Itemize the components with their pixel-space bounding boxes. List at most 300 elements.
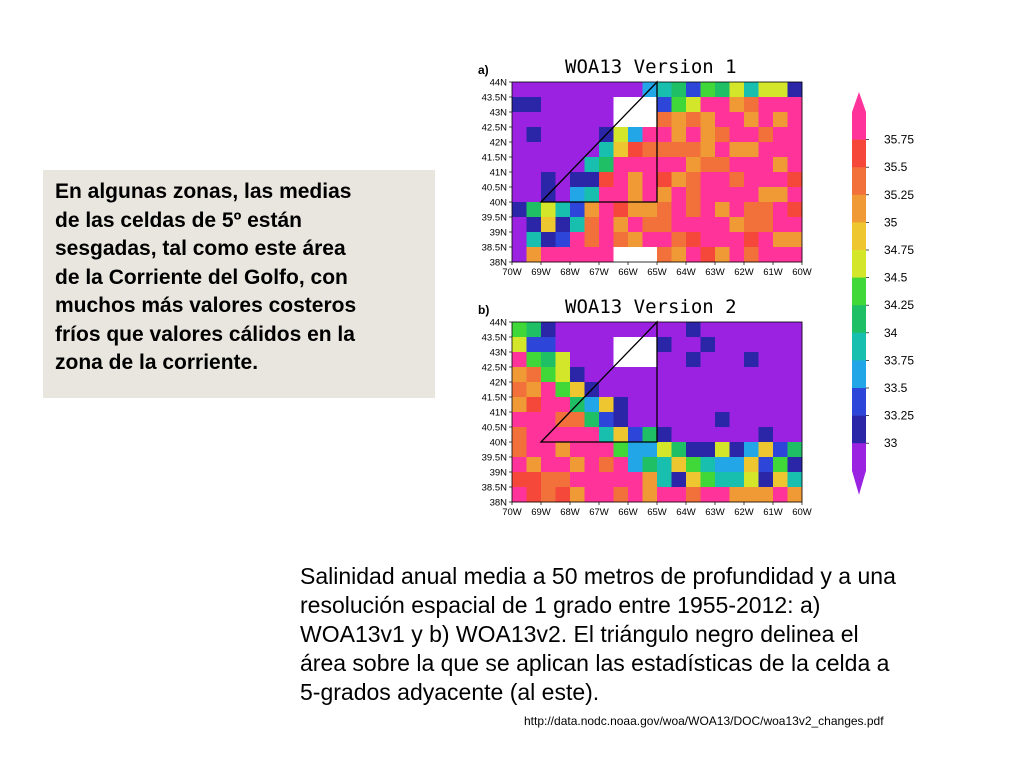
grid-cell (657, 337, 672, 352)
grid-cell (599, 82, 614, 97)
grid-cell (657, 142, 672, 157)
grid-cell (556, 397, 571, 412)
grid-cell (759, 322, 774, 337)
grid-cell (512, 217, 527, 232)
grid-cell (759, 172, 774, 187)
grid-cell (672, 397, 687, 412)
grid-cell (614, 157, 629, 172)
y-tick-label: 43N (489, 347, 507, 359)
grid-cell (614, 337, 629, 352)
grid-cell (657, 382, 672, 397)
grid-cell (788, 397, 803, 412)
grid-cell (773, 397, 788, 412)
grid-cell (599, 232, 614, 247)
grid-cell (730, 382, 745, 397)
grid-cell (773, 427, 788, 442)
grid-cell (744, 172, 759, 187)
grid-cell (527, 457, 542, 472)
grid-cell (556, 322, 571, 337)
panel-letter: a) (478, 63, 489, 77)
colorbar-segment (852, 167, 866, 195)
callout-line: zona de la corriente. (55, 351, 259, 374)
x-tick-label: 65W (647, 507, 667, 518)
grid-cell (643, 397, 658, 412)
grid-cell (730, 232, 745, 247)
grid-cell (527, 217, 542, 232)
y-tick-label: 39.5N (481, 452, 507, 464)
grid-cell (686, 172, 701, 187)
grid-cell (512, 427, 527, 442)
grid-cell (643, 352, 658, 367)
grid-cell (672, 187, 687, 202)
grid-cell (773, 172, 788, 187)
grid-cell (527, 472, 542, 487)
y-tick-label: 43.5N (481, 92, 507, 104)
grid-cell (556, 427, 571, 442)
x-tick-label: 67W (589, 267, 609, 278)
y-tick-label: 44N (489, 77, 507, 89)
grid-cell (773, 367, 788, 382)
grid-cell (541, 157, 556, 172)
caption-line: 5-grados adyacente (al este). (300, 679, 600, 705)
grid-cell (628, 127, 643, 142)
grid-cell (614, 442, 629, 457)
grid-cell (628, 442, 643, 457)
grid-cell (672, 217, 687, 232)
grid-cell (672, 322, 687, 337)
grid-cell (512, 322, 527, 337)
grid-cell (730, 82, 745, 97)
grid-cell (715, 97, 730, 112)
grid-cell (773, 82, 788, 97)
grid-cell (744, 457, 759, 472)
grid-cell (585, 457, 600, 472)
panel-title: WOA13 Version 2 (565, 296, 737, 318)
grid-cell (773, 202, 788, 217)
grid-cell (715, 412, 730, 427)
grid-cell (512, 367, 527, 382)
grid-cell (643, 112, 658, 127)
grid-cell (585, 187, 600, 202)
grid-cell (788, 382, 803, 397)
grid-cell (512, 82, 527, 97)
grid-cell (585, 112, 600, 127)
x-tick-label: 70W (502, 507, 522, 518)
colorbar-segment (852, 443, 866, 471)
grid-cell (599, 442, 614, 457)
grid-cell (730, 187, 745, 202)
grid-cell (701, 157, 716, 172)
grid-cell (541, 172, 556, 187)
grid-cell (672, 457, 687, 472)
grid-cell (788, 112, 803, 127)
grid-cell (701, 247, 716, 262)
grid-cell (599, 457, 614, 472)
grid-cell (759, 217, 774, 232)
y-tick-label: 43.5N (481, 332, 507, 344)
grid-cell (744, 412, 759, 427)
grid-cell (527, 487, 542, 502)
grid-cell (657, 217, 672, 232)
grid-cell (672, 472, 687, 487)
grid-cell (628, 217, 643, 232)
grid-cell (556, 367, 571, 382)
grid-cell (788, 142, 803, 157)
y-tick-label: 40N (489, 437, 507, 449)
grid-cell (614, 382, 629, 397)
grid-cell (599, 172, 614, 187)
y-tick-label: 38.5N (481, 242, 507, 254)
grid-cell (788, 322, 803, 337)
grid-cell (657, 322, 672, 337)
grid-cell (541, 82, 556, 97)
grid-cell (643, 247, 658, 262)
grid-cell (686, 187, 701, 202)
grid-cell (701, 487, 716, 502)
grid-cell (643, 382, 658, 397)
grid-cell (773, 157, 788, 172)
grid-cell (657, 352, 672, 367)
grid-cell (701, 202, 716, 217)
grid-cell (512, 457, 527, 472)
x-tick-label: 64W (676, 267, 696, 278)
grid-cell (701, 382, 716, 397)
colorbar-label: 33.75 (884, 353, 915, 368)
grid-cell (527, 322, 542, 337)
grid-cell (512, 472, 527, 487)
grid-cell (643, 367, 658, 382)
grid-cell (643, 127, 658, 142)
grid-cell (686, 157, 701, 172)
grid-cell (686, 112, 701, 127)
grid-cell (556, 442, 571, 457)
grid-cell (512, 187, 527, 202)
grid-cell (701, 367, 716, 382)
grid-cell (657, 457, 672, 472)
grid-cell (614, 172, 629, 187)
grid-cell (730, 397, 745, 412)
grid-cell (701, 427, 716, 442)
grid-cell (512, 337, 527, 352)
grid-cell (730, 127, 745, 142)
grid-cell (570, 472, 585, 487)
grid-cell (759, 457, 774, 472)
grid-cell (701, 457, 716, 472)
colorbar-label: 33.5 (884, 381, 908, 395)
grid-cell (730, 157, 745, 172)
grid-cell (788, 97, 803, 112)
grid-cell (570, 127, 585, 142)
grid-cell (773, 247, 788, 262)
grid-cell (744, 337, 759, 352)
grid-cell (643, 232, 658, 247)
grid-cell (773, 487, 788, 502)
grid-cell (570, 232, 585, 247)
grid-cell (643, 427, 658, 442)
grid-cell (643, 97, 658, 112)
grid-cell (570, 457, 585, 472)
grid-cell (759, 487, 774, 502)
grid-cell (686, 427, 701, 442)
grid-cell (715, 352, 730, 367)
grid-cell (788, 127, 803, 142)
y-tick-label: 42N (489, 137, 507, 149)
grid-cell (541, 397, 556, 412)
grid-cell (599, 247, 614, 262)
grid-cell (672, 382, 687, 397)
grid-cell (614, 82, 629, 97)
colorbar-label: 35.25 (884, 187, 915, 202)
y-tick-label: 41N (489, 407, 507, 419)
grid-cell (788, 247, 803, 262)
grid-cell (512, 352, 527, 367)
grid-cell (556, 202, 571, 217)
grid-cell (744, 322, 759, 337)
grid-cell (614, 367, 629, 382)
grid-cell (585, 82, 600, 97)
grid-cell (643, 442, 658, 457)
grid-cell (585, 217, 600, 232)
grid-cell (628, 157, 643, 172)
grid-cell (686, 82, 701, 97)
grid-cell (730, 352, 745, 367)
grid-cell (701, 232, 716, 247)
grid-cell (730, 97, 745, 112)
grid-cell (541, 457, 556, 472)
grid-cell (585, 472, 600, 487)
y-tick-label: 42.5N (481, 122, 507, 134)
grid-cell (599, 202, 614, 217)
grid-cell (759, 97, 774, 112)
grid-cell (570, 352, 585, 367)
grid-cell (657, 97, 672, 112)
grid-cell (527, 442, 542, 457)
grid-cell (744, 352, 759, 367)
grid-cell (759, 472, 774, 487)
grid-cell (570, 172, 585, 187)
grid-cell (759, 247, 774, 262)
grid-cell (570, 322, 585, 337)
grid-cell (744, 397, 759, 412)
grid-cell (556, 97, 571, 112)
grid-cell (599, 97, 614, 112)
grid-cell (585, 157, 600, 172)
grid-cell (672, 157, 687, 172)
y-tick-label: 43N (489, 107, 507, 119)
grid-cell (657, 112, 672, 127)
grid-cell (715, 382, 730, 397)
colorbar-segment (852, 416, 866, 444)
colorbar-segment (852, 222, 866, 250)
grid-cell (701, 142, 716, 157)
grid-cell (788, 217, 803, 232)
grid-cell (672, 142, 687, 157)
grid-cell (541, 202, 556, 217)
grid-cell (585, 127, 600, 142)
grid-cell (541, 322, 556, 337)
grid-cell (672, 442, 687, 457)
y-tick-label: 42N (489, 377, 507, 389)
y-tick-label: 38N (489, 497, 507, 509)
grid-cell (744, 367, 759, 382)
grid-cell (701, 112, 716, 127)
grid-cell (527, 187, 542, 202)
grid-cell (628, 412, 643, 427)
grid-cell (744, 97, 759, 112)
grid-cell (788, 172, 803, 187)
grid-cell (628, 487, 643, 502)
callout-line: sesgadas, tal como este área (55, 237, 346, 260)
grid-cell (744, 487, 759, 502)
grid-cell (585, 97, 600, 112)
grid-cell (773, 472, 788, 487)
x-tick-label: 68W (560, 267, 580, 278)
y-tick-label: 44N (489, 317, 507, 329)
grid-cell (788, 472, 803, 487)
grid-cell (614, 202, 629, 217)
grid-cell (730, 142, 745, 157)
grid-cell (599, 352, 614, 367)
grid-cell (715, 472, 730, 487)
grid-cell (614, 232, 629, 247)
grid-cell (672, 202, 687, 217)
grid-cell (701, 322, 716, 337)
colorbar-label: 34.25 (884, 298, 915, 313)
x-tick-label: 65W (647, 267, 667, 278)
grid-cell (556, 157, 571, 172)
grid-cell (527, 382, 542, 397)
grid-cell (628, 352, 643, 367)
grid-cell (599, 397, 614, 412)
grid-cell (628, 322, 643, 337)
grid-cell (715, 82, 730, 97)
y-tick-label: 40N (489, 197, 507, 209)
grid-cell (686, 397, 701, 412)
grid-cell (570, 82, 585, 97)
grid-cell (570, 487, 585, 502)
grid-cell (541, 352, 556, 367)
x-tick-label: 63W (705, 267, 725, 278)
x-tick-label: 60W (792, 267, 812, 278)
grid-cell (788, 157, 803, 172)
grid-cell (527, 97, 542, 112)
grid-cell (744, 82, 759, 97)
grid-cell (570, 427, 585, 442)
grid-cell (744, 427, 759, 442)
grid-cell (701, 187, 716, 202)
grid-cell (686, 142, 701, 157)
callout-line: fríos que valores cálidos en la (55, 322, 355, 346)
grid-cell (730, 442, 745, 457)
grid-cell (701, 172, 716, 187)
grid-cell (556, 142, 571, 157)
colorbar-label: 34 (884, 325, 898, 340)
grid-cell (614, 217, 629, 232)
grid-cell (672, 82, 687, 97)
colorbar-segment (852, 278, 866, 306)
grid-cell (585, 397, 600, 412)
colorbar-segment (852, 388, 866, 416)
grid-cell (541, 217, 556, 232)
grid-cell (773, 127, 788, 142)
colorbar-label: 33 (884, 436, 898, 451)
grid-cell (556, 337, 571, 352)
grid-cell (657, 442, 672, 457)
grid-cell (541, 247, 556, 262)
grid-cell (730, 427, 745, 442)
grid-cell (643, 217, 658, 232)
grid-cell (744, 442, 759, 457)
grid-cell (672, 412, 687, 427)
grid-cell (527, 247, 542, 262)
grid-cell (570, 217, 585, 232)
x-tick-label: 64W (676, 507, 696, 518)
callout-line: En algunas zonas, las medias (55, 180, 352, 203)
colorbar-segment (852, 112, 866, 140)
grid-cell (788, 412, 803, 427)
grid-cell (744, 157, 759, 172)
salinity-colorbar (840, 90, 915, 475)
grid-cell (643, 472, 658, 487)
grid-cell (672, 247, 687, 262)
grid-cell (686, 352, 701, 367)
grid-cell (570, 97, 585, 112)
grid-cell (643, 412, 658, 427)
grid-cell (686, 412, 701, 427)
grid-cell (614, 127, 629, 142)
grid-cell (628, 187, 643, 202)
grid-cell (686, 127, 701, 142)
grid-cell (570, 442, 585, 457)
y-tick-label: 41.5N (481, 392, 507, 404)
x-tick-label: 62W (734, 507, 754, 518)
grid-cell (527, 352, 542, 367)
grid-cell (773, 322, 788, 337)
grid-cell (527, 142, 542, 157)
x-tick-label: 62W (734, 267, 754, 278)
y-tick-label: 40.5N (481, 182, 507, 194)
callout-line: de las celdas de 5º están (55, 208, 302, 232)
grid-cell (788, 352, 803, 367)
grid-cell (715, 217, 730, 232)
grid-cell (599, 487, 614, 502)
colorbar-label: 34.5 (884, 270, 908, 285)
grid-cell (657, 127, 672, 142)
grid-cell (686, 217, 701, 232)
grid-cell (643, 202, 658, 217)
grid-cell (773, 112, 788, 127)
grid-cell (773, 412, 788, 427)
grid-cell (556, 232, 571, 247)
grid-cell (541, 97, 556, 112)
grid-cell (701, 217, 716, 232)
grid-cell (657, 412, 672, 427)
grid-cell (730, 472, 745, 487)
grid-cell (541, 232, 556, 247)
grid-cell (628, 232, 643, 247)
grid-cell (512, 397, 527, 412)
grid-cell (715, 232, 730, 247)
grid-cell (788, 187, 803, 202)
grid-cell (715, 172, 730, 187)
grid-cell (788, 442, 803, 457)
grid-cell (614, 472, 629, 487)
grid-cell (686, 472, 701, 487)
grid-cell (527, 367, 542, 382)
x-tick-label: 60W (792, 507, 812, 518)
y-tick-label: 41N (489, 167, 507, 179)
grid-cell (541, 472, 556, 487)
